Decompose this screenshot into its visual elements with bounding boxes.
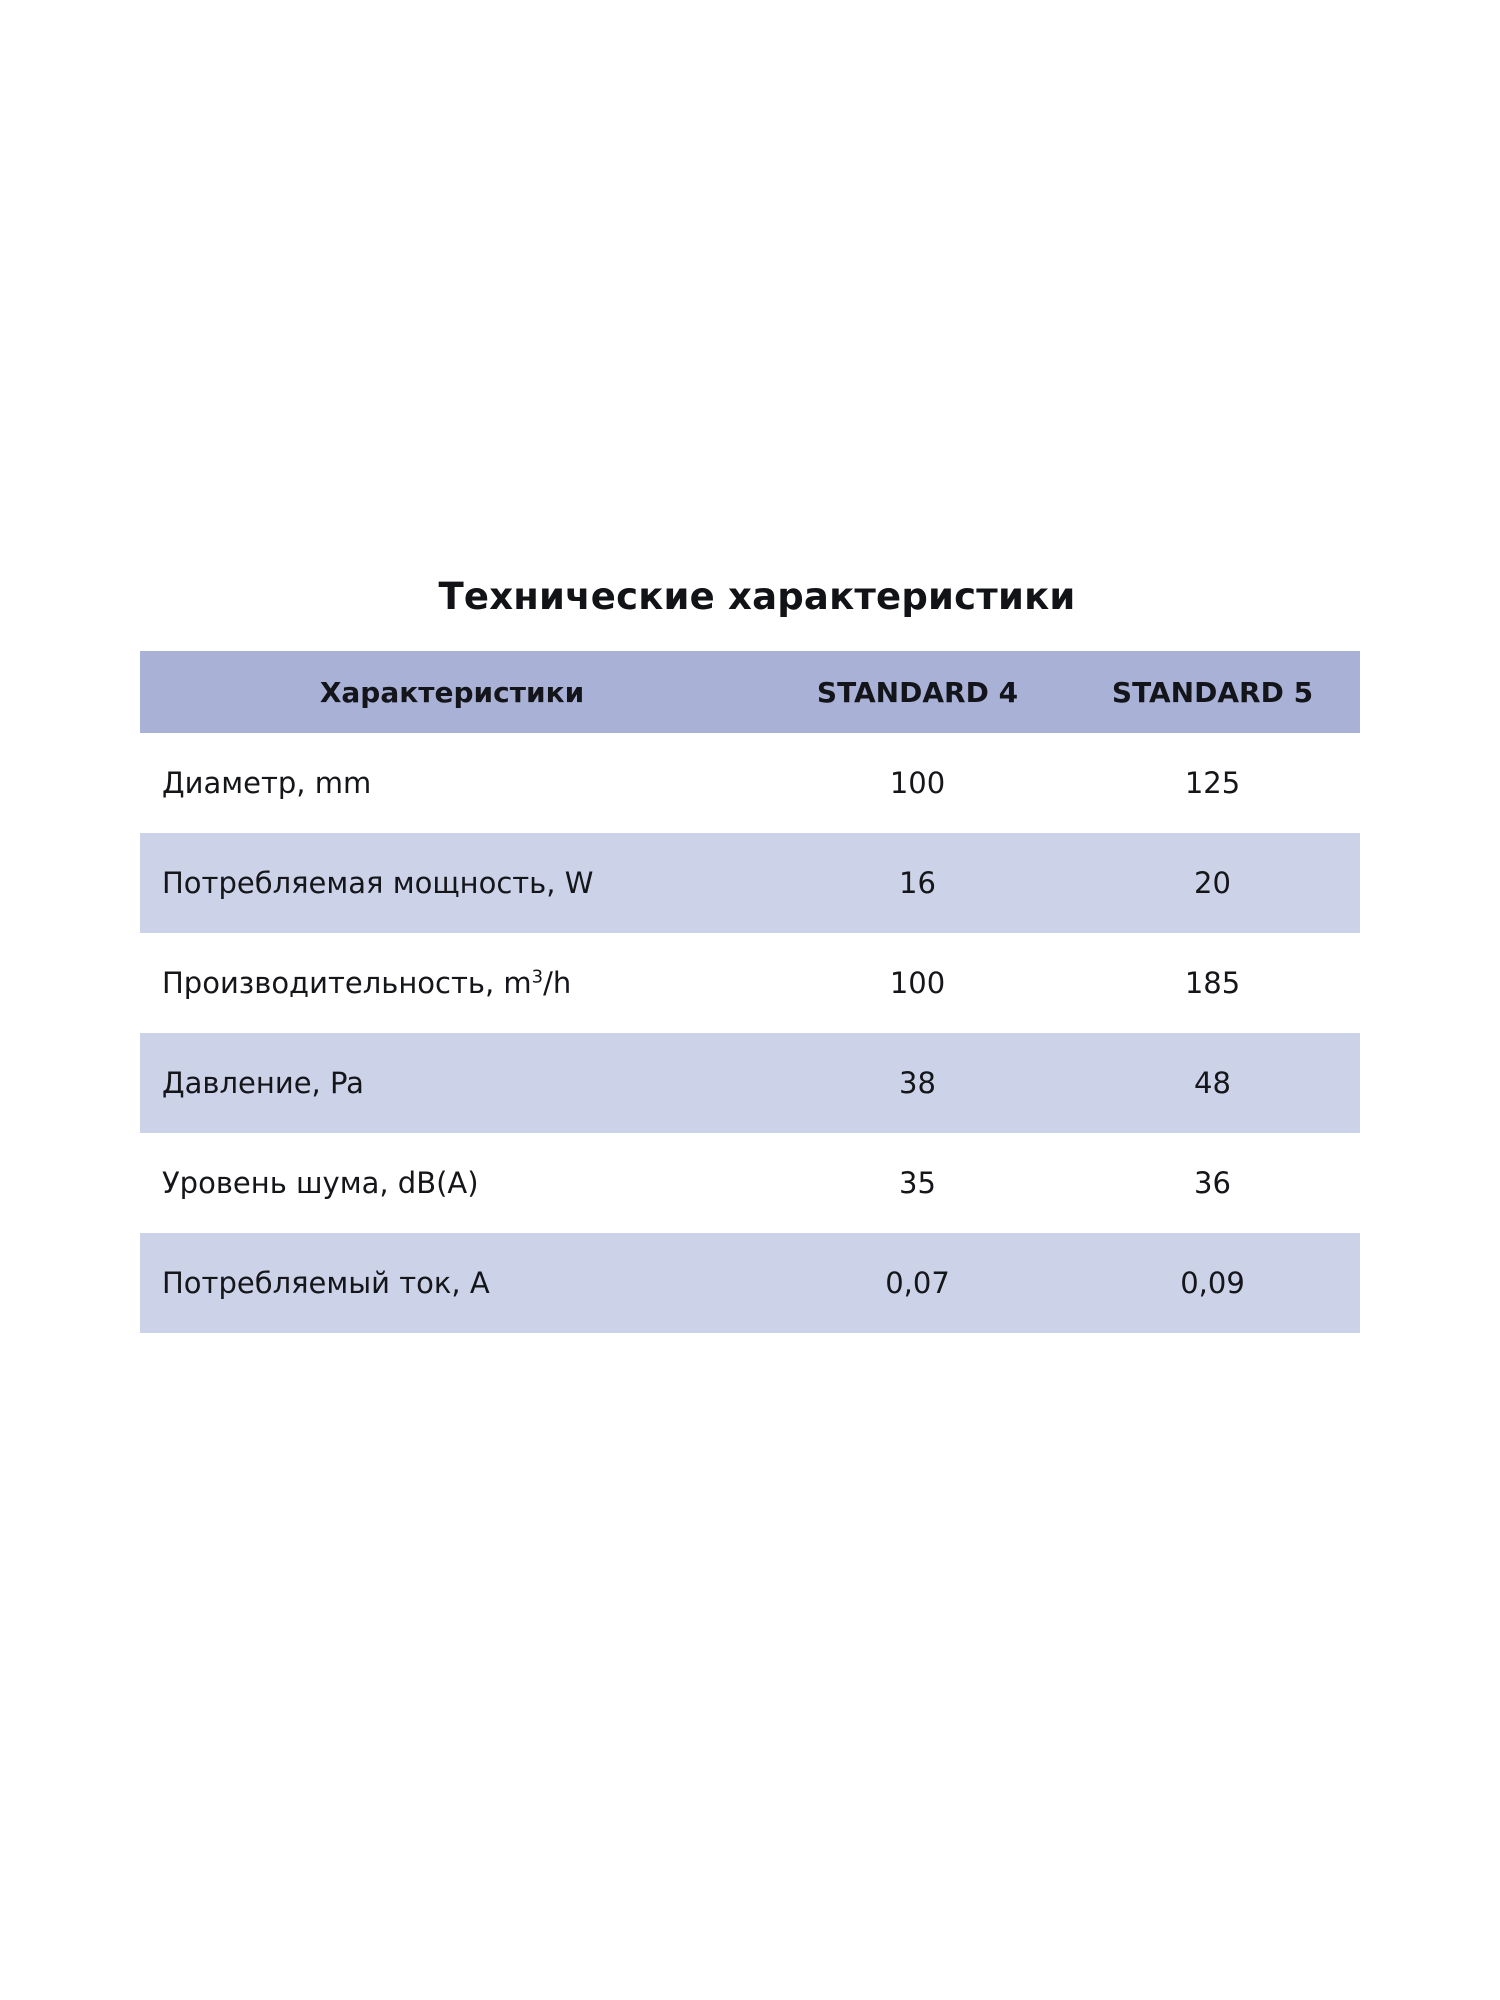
row-label-noise-level bbox=[140, 1133, 770, 1233]
table-row bbox=[140, 1133, 1360, 1233]
specifications-table bbox=[140, 651, 1360, 1333]
table-row bbox=[140, 1233, 1360, 1333]
row-label-text: Потребляемая мощность, W bbox=[162, 866, 594, 900]
row-label-text: Производительность, m bbox=[162, 966, 532, 1000]
cell-standard-4: 16 bbox=[899, 866, 936, 900]
row-label-current bbox=[140, 1233, 770, 1333]
cell-standard-4: 38 bbox=[899, 1066, 936, 1100]
table-row bbox=[140, 833, 1360, 933]
cell-standard-5: 125 bbox=[1184, 766, 1241, 800]
cell-standard-5: 36 bbox=[1194, 1166, 1231, 1200]
row-label-text: Уровень шума, dB(A) bbox=[162, 1166, 479, 1200]
row-label-text: Потребляемый ток, A bbox=[162, 1266, 490, 1300]
table-body bbox=[140, 733, 1360, 1333]
cell-standard-5: 0,09 bbox=[1180, 1266, 1245, 1300]
table-header bbox=[140, 651, 1360, 733]
specifications-block bbox=[140, 575, 1360, 1333]
column-header-characteristics: Характеристики bbox=[319, 675, 585, 709]
table-row bbox=[140, 733, 1360, 833]
row-label-airflow bbox=[140, 933, 770, 1033]
cell-standard-4: 100 bbox=[889, 766, 946, 800]
row-label-text: Диаметр, mm bbox=[162, 766, 372, 800]
row-label-superscript: 3 bbox=[531, 966, 544, 988]
row-label-text: Давление, Pa bbox=[162, 1066, 364, 1100]
column-header-standard-4: STANDARD 4 bbox=[816, 675, 1019, 709]
cell-standard-4: 0,07 bbox=[885, 1266, 950, 1300]
cell-standard-4: 35 bbox=[899, 1166, 936, 1200]
table-row bbox=[140, 933, 1360, 1033]
column-header-standard-5: STANDARD 5 bbox=[1111, 675, 1314, 709]
row-label-pressure bbox=[140, 1033, 770, 1133]
cell-standard-4: 100 bbox=[889, 966, 946, 1000]
cell-standard-5: 48 bbox=[1194, 1066, 1231, 1100]
row-label-diameter bbox=[140, 733, 770, 833]
table-header-row bbox=[140, 651, 1360, 733]
row-label-suffix: /h bbox=[543, 966, 572, 1000]
cell-standard-5: 185 bbox=[1184, 966, 1241, 1000]
page-title: Технические характеристики bbox=[438, 575, 1076, 618]
cell-standard-5: 20 bbox=[1194, 866, 1231, 900]
table-row bbox=[140, 1033, 1360, 1133]
row-label-power-consumption bbox=[140, 833, 770, 933]
